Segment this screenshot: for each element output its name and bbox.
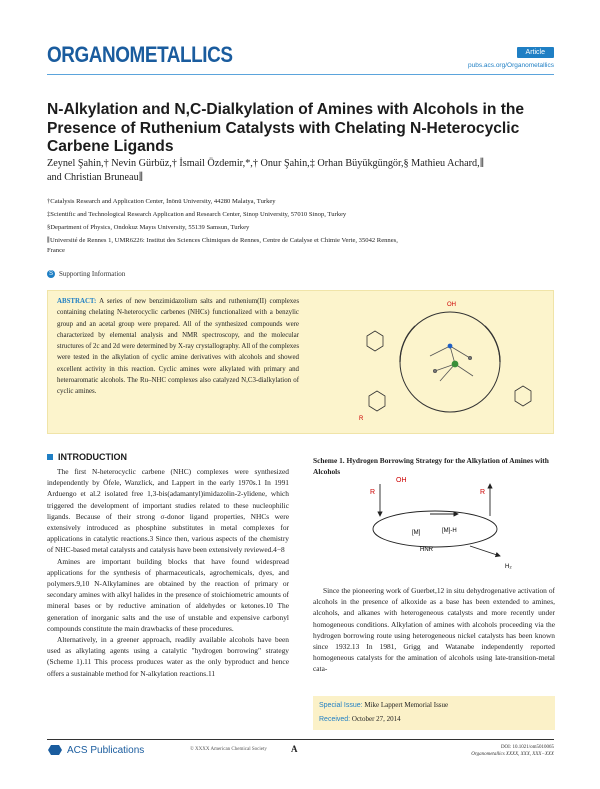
scheme-diagram	[340, 474, 540, 572]
affiliation-2: ‡Scientific and Technological Research Application and Research Center, Sinop University, 57010 Sinop, Turkey	[47, 211, 347, 218]
journal-name: ORGANOMETALLICS	[47, 42, 233, 67]
header-rule	[47, 74, 554, 75]
acs-hexagon-icon	[47, 744, 63, 756]
scheme-r2-label: R	[480, 489, 486, 496]
scheme-hnr-label: HNR	[420, 547, 433, 553]
received-row	[319, 715, 401, 723]
doi-link[interactable]: DOI: 10.1021/om5010065	[500, 745, 554, 750]
scheme-m-label: [M]	[412, 530, 421, 536]
section-marker-icon	[47, 454, 53, 460]
intro-heading-text: INTRODUCTION	[58, 452, 127, 462]
page-number: A	[291, 744, 298, 754]
toc-graphic	[355, 296, 545, 428]
special-issue-box	[313, 696, 555, 730]
right-paragraph: Since the pioneering work of Guerbet,12 in situ dehydrogenative activation of alcohols in the presence of alkoxide as a base has been extended to amines, alcohols, and alkanes with heterogeneous catalysts and more recently under homogeneous conditions. Alkylation of amines with alcohols proceeding via the hydrogen borrowing route using heterogeneous nickel catalysts has been known since 1932.13 In 1981, Grigg and Watanabe independently reported homogeneous catalysts for the amination of alcohols using late-transition-metal cata-	[313, 586, 555, 674]
supporting-info-label: Supporting Information	[59, 270, 126, 278]
abstract-label: ABSTRACT:	[57, 298, 97, 305]
scheme-oh-label: OH	[396, 477, 407, 484]
info-icon: S	[48, 271, 53, 277]
right-column	[313, 585, 555, 675]
special-issue-row	[319, 701, 448, 709]
affiliation-1: †Catalysis Research and Application Center, İnönü University, 44280 Malatya, Turkey	[47, 198, 276, 205]
intro-paragraph-3: Alternatively, in a greener approach, readily available alcohols have been used as alkylating agents using a catalytic "hydrogen borrowing" strategy (Scheme 1).11 This process produces water as the only byproduct and hence offers a sustainable method for N-alkylation reactions.11	[47, 635, 289, 678]
affiliation-3: §Department of Physics, Ondokuz Mayıs University, 55139 Samsun, Turkey	[47, 224, 250, 231]
copyright: © XXXX American Chemical Society	[190, 747, 267, 752]
abstract	[57, 296, 299, 398]
citation: Organometallics XXXX, XXX, XXX−XXX	[471, 752, 554, 757]
acs-logo	[47, 744, 144, 756]
received-label: Received:	[319, 716, 351, 723]
toc-oh-label: OH	[447, 302, 456, 308]
toc-arrow-right	[485, 326, 500, 362]
scheme-h2-label: H₂	[505, 564, 512, 570]
intro-paragraph-2: Amines are important building blocks that have found widespread applications for the synthesis of pharmaceuticals, agrochemicals, dyes, and polymers.9,10 N-Alkylamines are obtained by the reaction of primary or secondary amines with alkyl halides in the presence of stoichiometric amounts of mineral bases or by reductive amination of aldehydes or ketones.10 The generation of inorganic salts and the use of unstable and expensive carbonyl compounds constitute the main drawbacks of these procedures.	[47, 556, 289, 633]
toc-amine-right	[515, 386, 531, 406]
journal-url-link[interactable]: pubs.acs.org/Organometallics	[468, 62, 554, 69]
affiliation-4: ∥Université de Rennes 1, UMR6226: Institut des Sciences Chimiques de Rennes, Centre de Catalyse et Chimie Verte, 35042 Rennes,	[47, 237, 398, 244]
intro-paragraph-1: The first N-heterocyclic carbene (NHC) complexes were synthesized independently by Öfele, Wanzlick, and Lappert in the early 1970s.1 In 1991 Arduengo et al.2 isolated free 1,3-bis(adamantyl)imidazolin-2-ylidene, which triggered the development of important studies related to these nucleophilic ligands. Because of their strong σ-donor ligand properties, NHCs were extensively introduced as phosphine substitutes in metal complexes for applications in catalytic reactions.3 Since then, various aspects of the chemistry of NHC-based metal catalysts and catalysis have been extensively reviewed.4−8	[47, 467, 289, 555]
special-issue-value: Mike Lappert Memorial Issue	[364, 701, 449, 709]
received-value: October 27, 2014	[351, 715, 401, 723]
intro-heading	[47, 452, 127, 462]
affiliation-4-cont: France	[47, 247, 65, 254]
toc-crystal-structure	[430, 344, 473, 381]
publisher-name: ACS Publications	[67, 744, 145, 756]
scheme-mh-label: [M]-H	[442, 528, 457, 534]
toc-cycle-circle	[400, 312, 500, 412]
article-title: N-Alkylation and N,C-Dialkylation of Amines with Alcohols in the Presence of Ruthenium Catalysts with Chelating N-Heterocyclic Carbene Ligands	[47, 101, 525, 155]
scheme-arrow-bottom	[470, 546, 500, 556]
toc-r-label: R	[359, 416, 364, 422]
scheme-caption: Scheme 1. Hydrogen Borrowing Strategy for the Alkylation of Amines with Alcohols	[313, 456, 549, 476]
toc-arrow-left	[400, 326, 415, 362]
abstract-text: A series of new benzimidazolium salts and ruthenium(II) complexes containing chelating N-heterocyclic carbenes (NHCs) functionalized with a benzylic group and an acetal group were prepared. All of the synthesized compounds were characterized by elemental analysis and NMR spectroscopy, and the molecular structures of 2c and 2d were determined by X-ray crystallography. All of the complexes were tested in the alkylation of cyclic amine derivatives with alcohols and showed excellent activity in this reaction. Cyclic amines were alkylated with primary and heteroaromatic alcohols. The Ru–NHC complexes also catalyzed N,C3-dialkylation of cyclic amines.	[57, 298, 299, 396]
scheme-cycle	[373, 511, 497, 547]
doi-block	[471, 744, 554, 758]
toc-amine-left	[367, 331, 385, 411]
author-line-2: and Christian Bruneau∥	[47, 172, 144, 183]
scheme-r1-label: R	[370, 489, 376, 496]
author-line-1: Zeynel Şahin,† Nevin Gürbüz,† İsmail Özdemir,*,† Onur Şahin,‡ Orhan Büyükgüngör,§ Mathieu Achard,∥	[47, 158, 485, 169]
special-issue-label: Special Issue:	[319, 702, 363, 709]
article-type-badge: Article	[517, 47, 554, 58]
footer-rule	[47, 739, 554, 740]
supporting-info-link[interactable]	[47, 270, 125, 278]
intro-column	[47, 466, 289, 679]
